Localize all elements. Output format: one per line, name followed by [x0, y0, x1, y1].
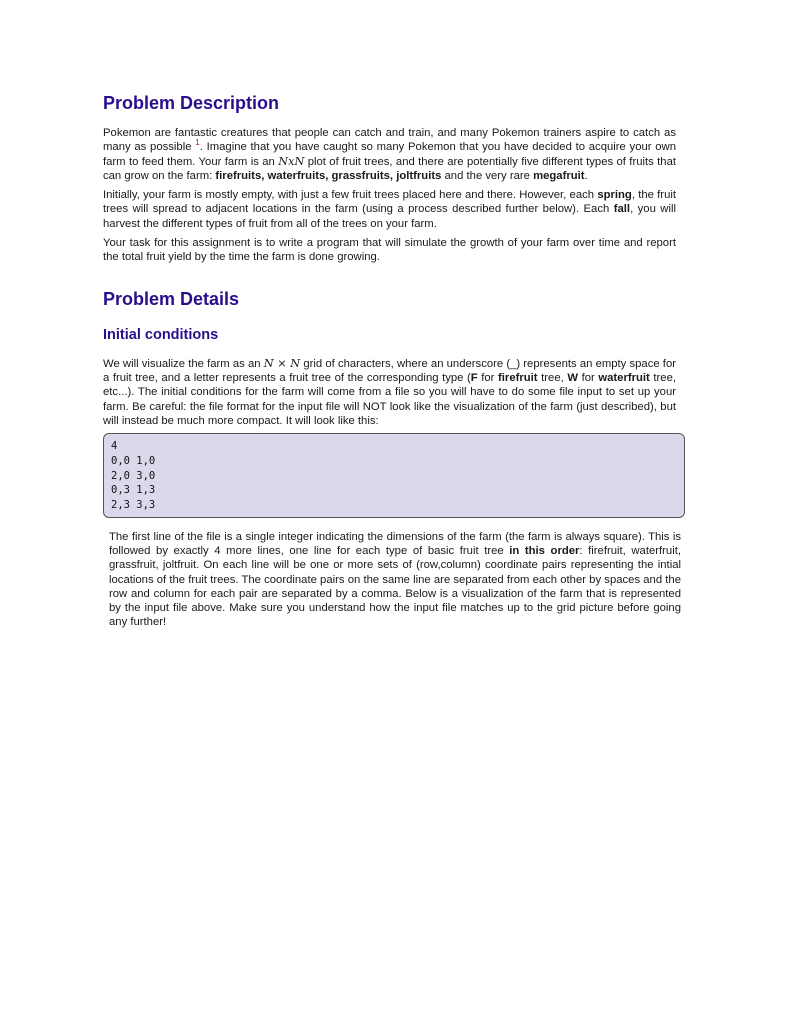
document-page [103, 88, 681, 630]
megafruit-term: megafruit [533, 169, 585, 182]
section-heading-problem-details: Problem Details [103, 288, 240, 309]
math-nxn: NxN [278, 154, 305, 168]
intro-paragraph [103, 126, 676, 183]
text-run: , you will harvest the different types of fruit from all of the trees on your farm. [103, 203, 676, 230]
code-listing-box [103, 433, 685, 518]
code-line: 0,0 1,0 [111, 454, 156, 467]
fall-term: fall [613, 203, 631, 216]
text-run: . [584, 169, 588, 182]
text-run: Initially, your farm is mostly empty, with just a few fruit trees placed here and there. However, each [103, 189, 598, 202]
code-line: 4 [111, 440, 118, 453]
code-line: 2,0 3,0 [111, 469, 156, 482]
code-line: 2,3 3,3 [111, 498, 156, 511]
section-heading-problem-description: Problem Description [103, 93, 280, 113]
text-run: tree, etc...). The initial conditions for the farm will come from a file so you will have to do some file input to set up your farm. Be careful: the file format for the input file will NOT look like the visualization of the farm (just described), but will instead be much more compact. It will look like this: [103, 371, 677, 427]
text-run: . Imagine that you have caught so many Pokemon that you have decided to acquire your own farm to feed them. Your farm is an [103, 141, 676, 168]
text-run: , the fruit trees will spread to adjacent locations in the farm (using a process described further below). Each [103, 189, 677, 216]
text-run: grid of characters, where an underscore (_) represents an empty space for a fruit tree, and a letter represents a fruit tree of the corresponding type ( [103, 357, 676, 384]
code-line: 0,3 1,3 [111, 484, 156, 497]
text-run: tree, [537, 371, 568, 384]
seasons-paragraph [103, 188, 676, 231]
letter-f: F [470, 371, 478, 384]
order-emphasis: in this order [509, 544, 580, 557]
text-run: for [578, 371, 599, 384]
letter-w: W [567, 371, 578, 384]
file-format-paragraph [109, 530, 681, 630]
task-paragraph: Your task for this assignment is to write a program that will simulate the growth of your farm over time and report the total fruit yield by the time the farm is done growing. [103, 237, 676, 264]
grid-description-paragraph [103, 357, 676, 428]
text-run: We will visualize the farm as an [103, 357, 264, 370]
fruit-list: firefruits, waterfruits, grassfruits, joltfruits [215, 169, 442, 182]
footnote-marker[interactable]: 1 [195, 138, 200, 148]
subsection-heading-initial-conditions: Initial conditions [103, 326, 219, 343]
firefruit-term: firefruit [498, 371, 538, 384]
text-run: The first line of the file is a single integer indicating the dimensions of the farm (the farm is always square). This is followed by exactly 4 more lines, one line for each type of basic fruit tree [109, 530, 681, 557]
text-run: plot of fruit trees, and there are potentially five different types of fruits that can grow on the farm: [103, 155, 676, 182]
text-run: Pokemon are fantastic creatures that people can catch and train, and many Pokemon trainers aspire to catch as many as possible [103, 127, 676, 154]
text-run: for [477, 371, 499, 384]
text-run: : firefruit, waterfruit, grassfruit, joltfruit. On each line will be one or more sets of (row,column) coordinate pairs representing the intial locations of the fruit trees. The coordinate pairs on the same line are separated from each other by spaces and the row and column for each pair are separated by a comma. Below is a visualization of the farm that is represented by the input file above. Make sure you understand how the input file matches up to the grid picture before going any further! [109, 544, 681, 629]
spring-term: spring [597, 189, 632, 202]
text-run: and the very rare [441, 169, 534, 182]
waterfruit-term: waterfruit [598, 371, 650, 384]
math-n-times-n: N × N [263, 356, 301, 370]
code-listing [111, 439, 677, 513]
